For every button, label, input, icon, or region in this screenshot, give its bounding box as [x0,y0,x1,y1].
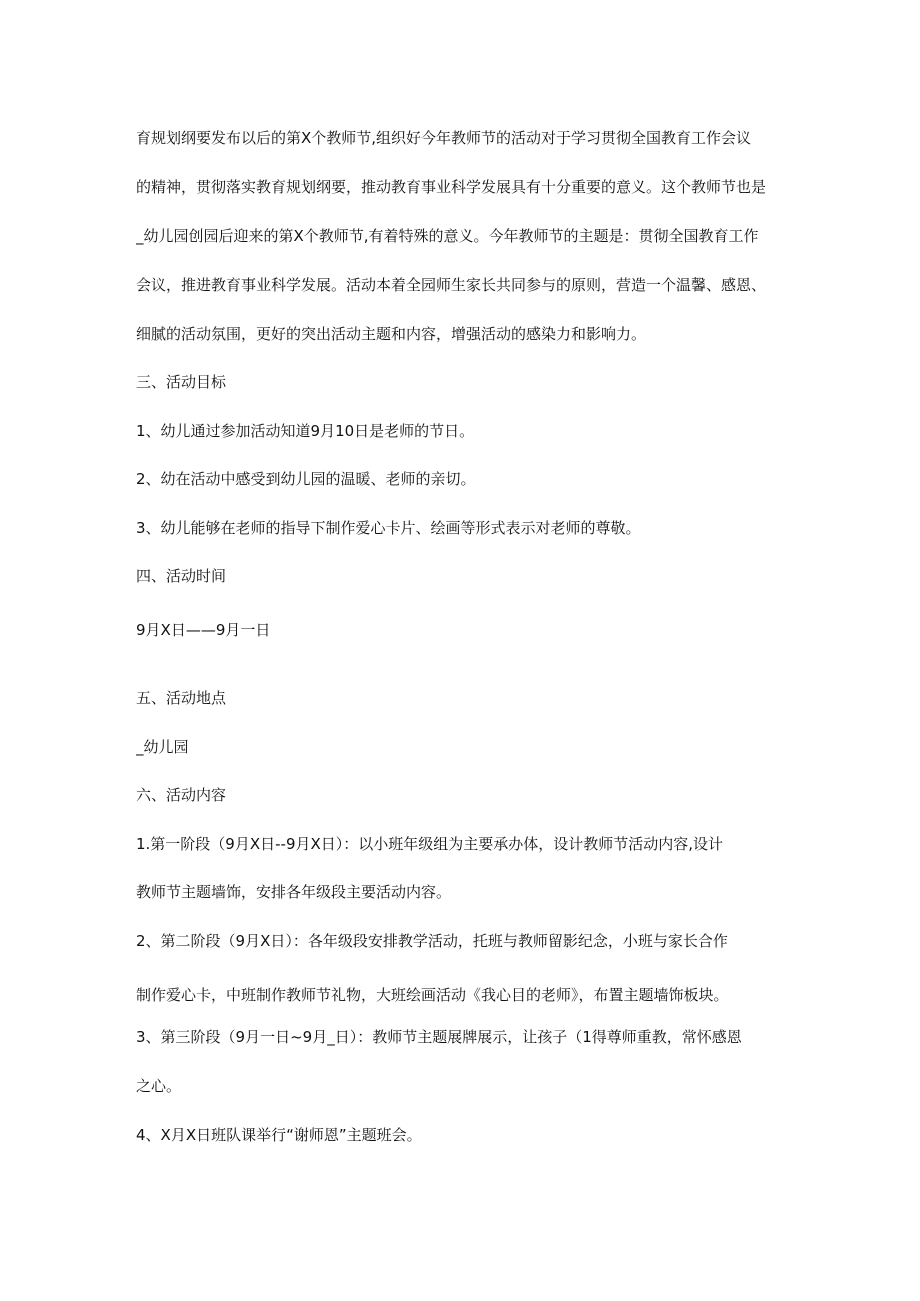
content-line-4: 制作爱心卡，中班制作教师节礼物，大班绘画活动《我心目的老师》，布置主题墙饰板块。 [136,986,729,1004]
content-line-3: 2、第二阶段（9月X日）：各年级段安排教学活动，托班与教师留影纪念，小班与家长合作 [136,932,728,950]
place-heading: 五、活动地点 [136,689,227,707]
content-line-5: 3、第三阶段（9月一日~9月_日）：教师节主题展牌展示，让孩子（1得尊师重教，常怀感恩 [136,1028,742,1046]
intro-line-1: 育规划纲要发布以后的第X个教师节,组织好今年教师节的活动对于学习贯彻全国教育工作会议 [136,129,752,147]
intro-line-3: _幼儿园创园后迎来的第X个教师节,有着特殊的意义。今年教师节的主题是：贯彻全国教育工作 [136,227,759,245]
goal-item-3: 3、幼儿能够在老师的指导下制作爱心卡片、绘画等形式表示对老师的尊敬。 [136,519,641,537]
goal-item-2: 2、幼在活动中感受到幼儿园的温暖、老师的亲切。 [136,470,476,488]
time-value: 9月X日——9月一日 [136,621,271,639]
goal-item-1: 1、幼儿通过参加活动知道9月10日是老师的节日。 [136,422,475,440]
intro-line-4: 会议，推进教育事业科学发展。活动本着全园师生家长共同参与的原则，营造一个温馨、感恩、 [136,276,767,294]
content-line-7: 4、X月X日班队课举行“谢师恩”主题班会。 [136,1126,422,1144]
intro-line-5: 细腻的活动氛围，更好的突出活动主题和内容，增强活动的感染力和影响力。 [136,325,647,343]
content-line-1: 1.第一阶段（9月X日--9月X日）：以小班年级组为主要承办体，设计教师节活动内容,设计 [136,835,724,853]
content-line-6: 之心。 [136,1077,182,1095]
goals-heading: 三、活动目标 [136,373,227,391]
content-line-2: 教师节主题墙饰，安排各年级段主要活动内容。 [136,883,452,901]
place-value: _幼儿园 [136,738,189,756]
content-heading: 六、活动内容 [136,786,227,804]
intro-line-2: 的精神，贯彻落实教育规划纲要，推动教育事业科学发展具有十分重要的意义。这个教师节也是 [136,178,767,196]
time-heading: 四、活动时间 [136,567,227,585]
